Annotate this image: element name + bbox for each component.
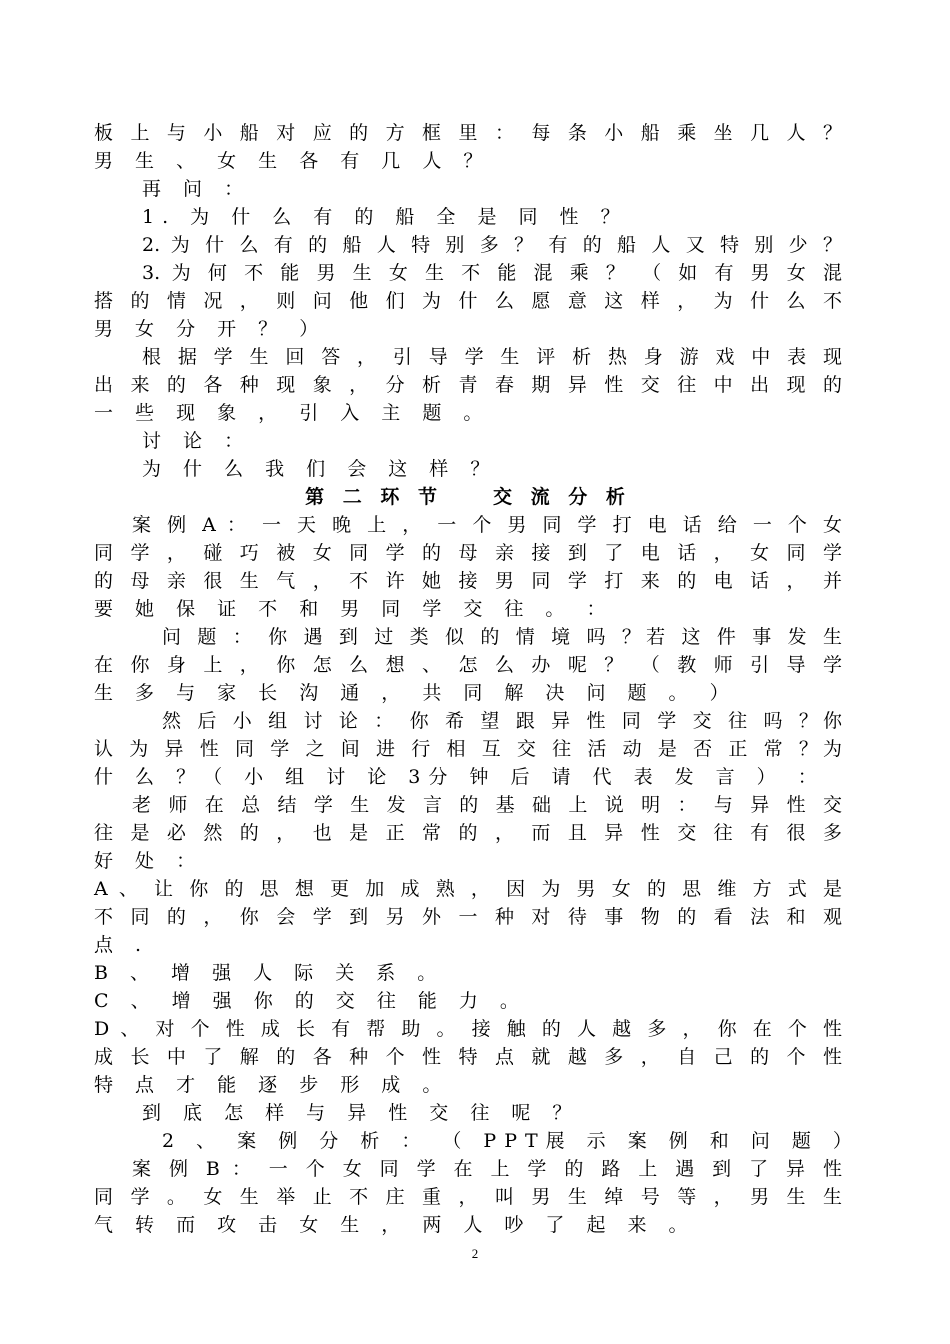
text-line: 男 生 、 女 生 各 有 几 人 ？ [94,150,491,172]
text-line: 老 师 在 总 结 学 生 发 言 的 基 础 上 说 明 ： 与 异 性 交 [132,794,842,816]
text-line: 为 什 么 我 们 会 这 样 ？ [142,458,498,480]
list-item: D 、 对 个 性 成 长 有 帮 助 。 接 触 的 人 越 多 ， 你 在 个 性 [94,1018,842,1040]
text-line: 问 题 ： 你 遇 到 过 类 似 的 情 境 吗 ？若 这 件 事 发 生 [162,626,842,648]
text-line: 特 点 才 能 逐 步 形 成 。 [94,1074,450,1096]
list-item: A 、 让 你 的 思 想 更 加 成 熟 ， 因 为 男 女 的 思 维 方 式 是 [94,878,842,900]
text-line: 往 是 必 然 的 ， 也 是 正 常 的 ， 而 且 异 性 交 往 有 很 多 [94,822,842,844]
text-line: 不 同 的 ， 你 会 学 到 另 外 一 种 对 待 事 物 的 看 法 和 观 [94,906,842,928]
page-body [94,119,860,1239]
text-line: 同 学 ， 碰 巧 被 女 同 学 的 母 亲 接 到 了 电 话 ， 女 同 学 [94,542,842,564]
text-line: 的 母 亲 很 生 气 ， 不 许 她 接 男 同 学 打 来 的 电 话 ， 并 [94,570,842,592]
text-line: 点 . [94,934,150,956]
text-line: 生 多 与 家 长 沟 通 ， 共 同 解 决 问 题 。 ） [94,682,737,704]
text-line: 搭 的 情 况 ， 则 问 他 们 为 什 么 愿 意 这 样 ， 为 什 么 不 [94,290,842,312]
text-line: 同 学 。 女 生 举 止 不 庄 重 ， 叫 男 生 绰 号 等 ， 男 生 生 [94,1186,842,1208]
list-item: B 、 增 强 人 际 关 系 。 [94,962,445,984]
text-line: 成 长 中 了 解 的 各 种 个 性 特 点 就 越 多 ， 自 己 的 个 性 [94,1046,842,1068]
page-number: 2 [471,1246,479,1261]
text-line: 根 据 学 生 回 答 ， 引 导 学 生 评 析 热 身 游 戏 中 表 现 [142,346,842,368]
text-line: 气 转 而 攻 击 女 生 ， 两 人 吵 了 起 来 。 [94,1214,696,1236]
list-item: C 、 增 强 你 的 交 往 能 力 。 [94,990,527,1012]
text-line: 到 底 怎 样 与 异 性 交 往 呢 ？ [142,1102,580,1124]
text-line: 案 例 B ： 一 个 女 同 学 在 上 学 的 路 上 遇 到 了 异 性 [132,1158,842,1180]
list-item: 2 、 案 例 分 析 ： （ PPT展 示 案 例 和 问 题 ） [162,1130,860,1152]
text-line: 讨 论 ： [142,430,252,452]
text-line: 认 为 异 性 同 学 之 间 进 行 相 互 交 往 活 动 是 否 正 常 ？为 [94,738,842,760]
text-line: 什 么 ？（ 小 组 讨 论 3分 钟 后 请 代 表 发 言 ） ： [94,766,825,788]
text-line: 然 后 小 组 讨 论 ： 你 希 望 跟 异 性 同 学 交 往 吗 ？你 [162,710,842,732]
section-heading: 第 二 环 节 交 流 分 析 [305,486,631,508]
text-line: 案 例 A ： 一 天 晚 上 ， 一 个 男 同 学 打 电 话 给 一 个 女 [132,514,842,536]
list-item: 2. 为 什 么 有 的 船 人 特 别 多 ？ 有 的 船 人 又 特 别 少 ？ [142,234,842,256]
text-line: 男 女 分 开 ？ ） [94,318,327,340]
list-item: 3. 为 何 不 能 男 生 女 生 不 能 混 乘 ？ （ 如 有 男 女 混 [142,262,842,284]
text-line: 出 来 的 各 种 现 象 ， 分 析 青 春 期 异 性 交 往 中 出 现 的 [94,374,842,396]
text-line: 好 处 ： [94,850,204,872]
text-line: 在 你 身 上 ， 你 怎 么 想 、 怎 么 办 呢 ？ （ 教 师 引 导 学 [94,654,842,676]
text-line: 要 她 保 证 不 和 男 同 学 交 往 。 ： [94,598,614,620]
list-item: 1. 为 什 么 有 的 船 全 是 同 性 ？ [142,206,628,228]
text-line: 一 些 现 象 ， 引 入 主 题 。 [94,402,491,424]
text-line: 再 问 ： [142,178,252,200]
text-line: 板 上 与 小 船 对 应 的 方 框 里 ： 每 条 小 船 乘 坐 几 人 ？ [94,122,842,144]
